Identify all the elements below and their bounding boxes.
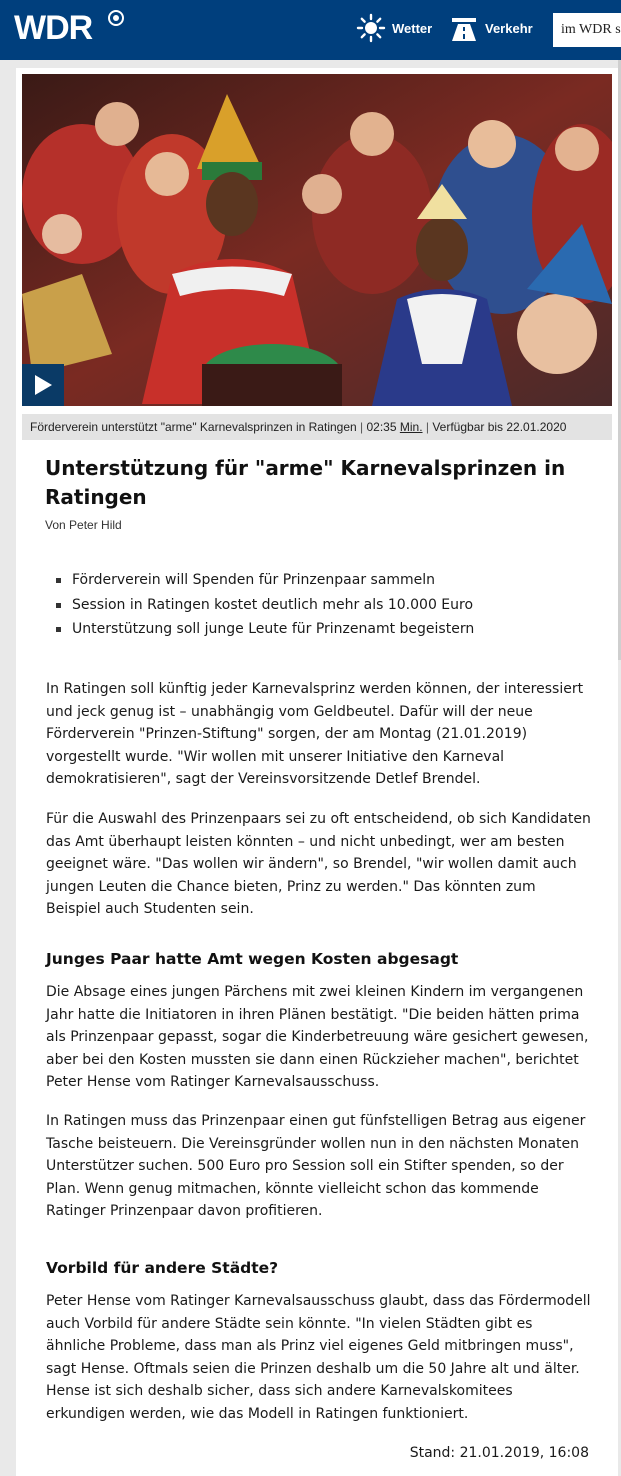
- video-caption-text: Förderverein unterstützt "arme" Karnevalsprinzen in Ratingen: [30, 420, 357, 434]
- article-timestamp: Stand: 21.01.2019, 16:08: [409, 1445, 589, 1461]
- sun-icon: [356, 13, 386, 43]
- paragraph-3: Die Absage eines jungen Pärchens mit zwei kleinen Kindern im vergangenen Jahr hatte die Initiatoren in ihren Plänen bestätigt. "Die beiden hätten prima als Prinzenpaar gepasst, sogar die Kinderbetreuung wäre gesichert gewesen, aber bei den Kosten mussten sie dann einen Rückzieher machen", berichtet Peter Hense vom Ratinger Karnevalsausschuss.: [46, 984, 589, 1090]
- video-availability: Verfügbar bis 22.01.2020: [432, 420, 567, 434]
- video-duration-unit: Min.: [399, 420, 423, 434]
- bullet-icon: [56, 627, 61, 632]
- article-title: Unterstützung für "arme" Karnevalsprinzen in Ratingen: [45, 456, 566, 509]
- summary-item: [56, 568, 474, 593]
- video-duration: 02:35: [366, 420, 397, 434]
- paragraph-4: In Ratingen muss das Prinzenpaar einen gut fünfstelligen Betrag aus eigener Tasche beisteuern. Die Vereinsgründer wollen nun in den nächsten Monaten Unterstützer suchen. 500 Euro pro Session soll ein Stifter spenden, so der Plan. Wenn genug mitmachen, könnte vielleicht schon das kommende Ratinger Prinzenpaar davon profitieren.: [46, 1113, 586, 1219]
- logo-mark-icon: [108, 10, 124, 26]
- paragraph-2: Für die Auswahl des Prinzenpaars sei zu oft entscheidend, ob sich Kandidaten das Amt überhaupt leisten könnten – und nicht unbedingt, wer am besten geeignet wäre. "Das wollen wir ändern", so Brendel, "wir wollen damit auch jungen Leuten die Chance bieten, Prinz zu werden." Das könnten zum Beispiel auch Studenten sein.: [46, 811, 591, 917]
- video-thumbnail[interactable]: [22, 74, 612, 406]
- summary-item-text: Unterstützung soll junge Leute für Prinzenamt begeistern: [72, 621, 475, 637]
- play-icon: [33, 374, 53, 396]
- video-caption: Förderverein unterstützt "arme" Karnevalsprinzen in Ratingen | 02:35 Min. | Verfügbar bis 22.01.2020: [22, 414, 612, 440]
- nav-weather[interactable]: [356, 12, 432, 44]
- wdr-logo[interactable]: WDR: [14, 9, 93, 47]
- summary-list: [56, 568, 474, 642]
- search-input[interactable]: im WDR s: [553, 13, 621, 47]
- summary-item-text: Session in Ratingen kostet deutlich mehr als 10.000 Euro: [72, 596, 474, 613]
- bullet-icon: [56, 603, 61, 608]
- bullet-icon: [56, 578, 61, 583]
- subheading-2: Vorbild für andere Städte?: [46, 1259, 279, 1277]
- play-button[interactable]: [22, 364, 64, 406]
- nav-traffic[interactable]: [449, 12, 533, 44]
- site-header: [0, 0, 621, 60]
- summary-item-text: Förderverein will Spenden für Prinzenpaar sammeln: [72, 572, 436, 588]
- summary-item: [56, 617, 474, 642]
- road-icon: [449, 13, 479, 43]
- paragraph-5: Peter Hense vom Ratinger Karnevalsausschuss glaubt, dass das Fördermodell auch Vorbild für andere Städte sein könnte. "In vielen Städten gibt es ähnliche Probleme, dass man als Prinz viel eigenes Geld mitbringen muss", sagt Hense. Oftmals seien die Prinzen deshalb um die 50 Jahre alt und älter. Hense ist sich deshalb sicher, dass sich andere Karnevalskomitees erkundigen werden, wie das Modell in Ratingen funktioniert.: [46, 1293, 591, 1422]
- paragraph-1: In Ratingen soll künftig jeder Karnevalsprinz werden können, der interessiert und jeck genug ist – unabhängig vom Geldbeutel. Dafür will der neue Förderverein "Prinzen-Stiftung" sorgen, der am Montag (21.01.2019) vorgestellt wurde. "Wir wollen mit unserer Initiative den Karneval demokratisieren", sagt der Vereinsvorsitzende Detlef Brendel.: [46, 681, 584, 787]
- article-author: Von Peter Hild: [45, 518, 122, 532]
- nav-weather-label: Wetter: [392, 20, 433, 36]
- subheading-1: Junges Paar hatte Amt wegen Kosten abgesagt: [46, 950, 459, 968]
- carnival-photo: [22, 74, 612, 406]
- summary-item: [56, 593, 474, 618]
- nav-traffic-label: Verkehr: [485, 20, 533, 36]
